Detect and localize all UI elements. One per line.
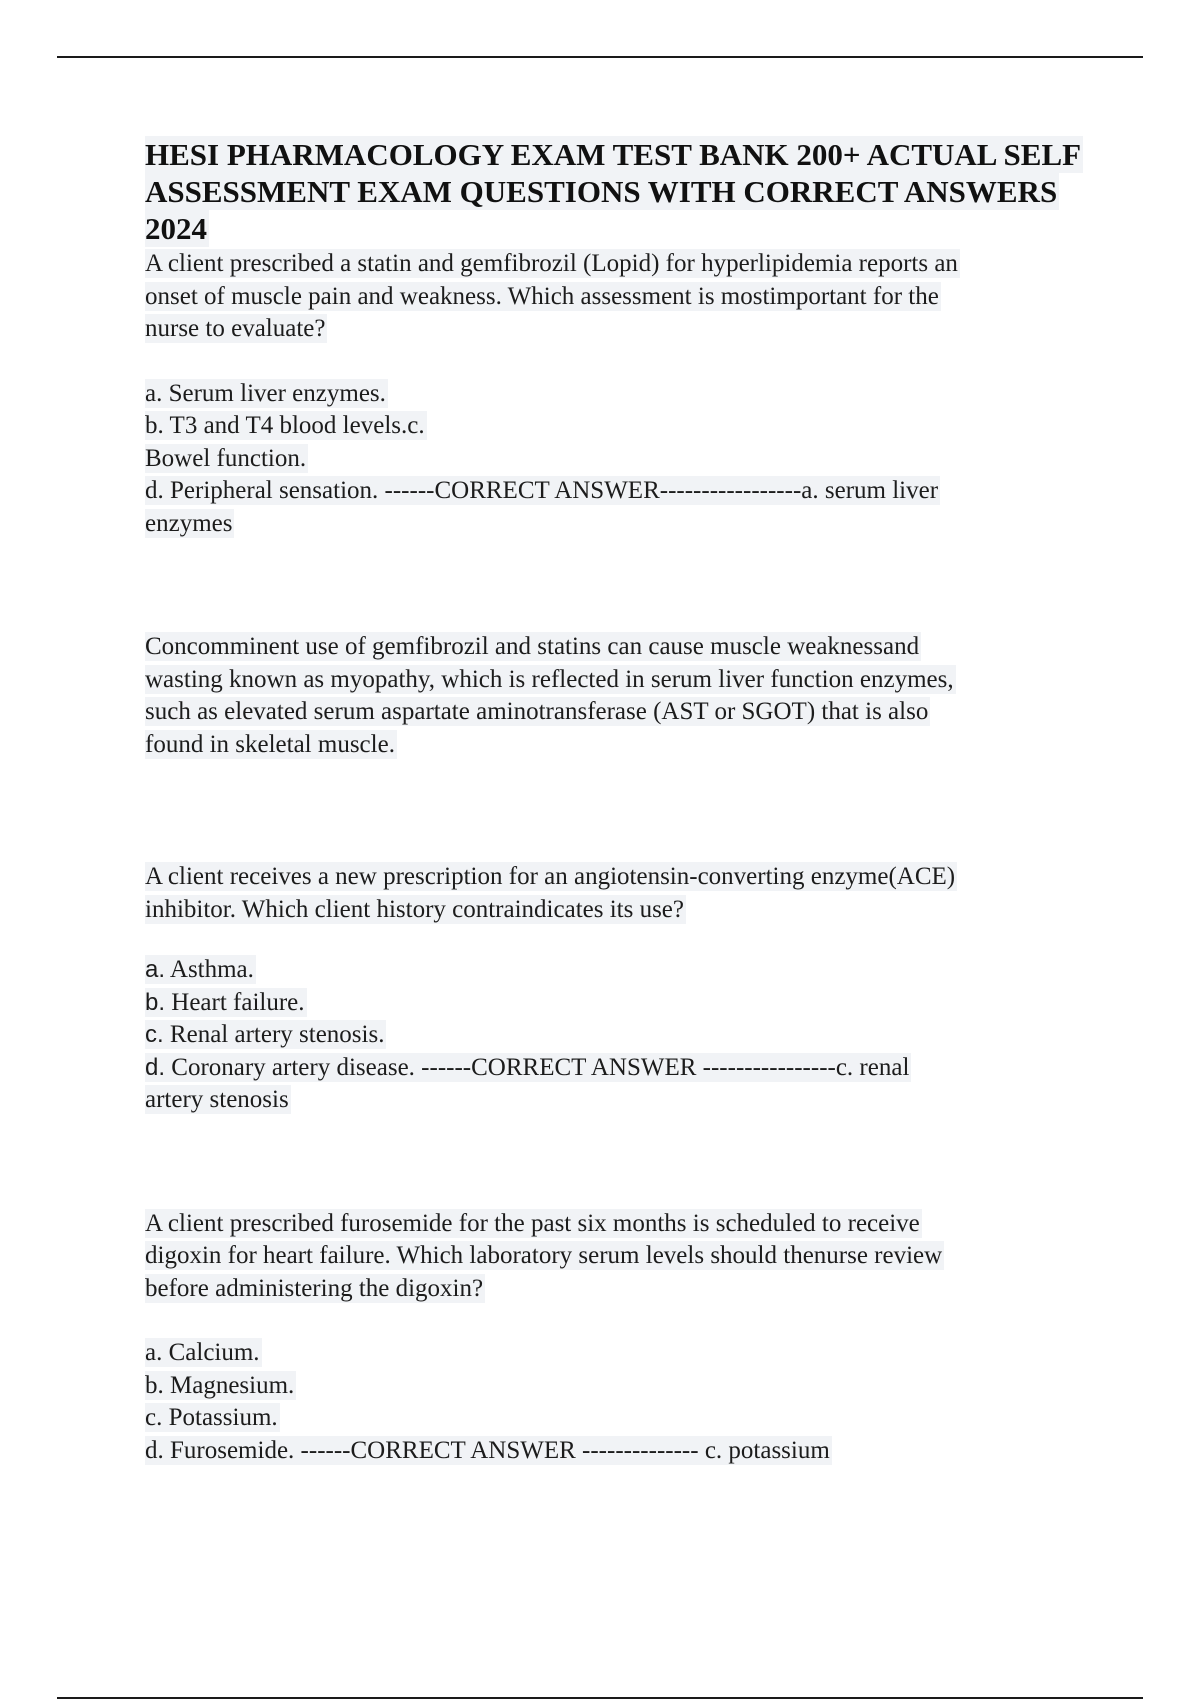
- option-d-with-answer: d. Peripheral sensation. ------CORRECT ANSWER-----------------a. serum liver: [145, 477, 939, 504]
- question-stem-line: nurse to evaluate?: [145, 315, 326, 342]
- question-1: [145, 248, 1145, 540]
- rationale-line: Concomminent use of gemfibrozil and statins can cause muscle weaknessand: [145, 633, 920, 660]
- rationale-line: found in skeletal muscle.: [145, 730, 395, 758]
- option-b: b. T3 and T4 blood levels.c.: [145, 412, 425, 439]
- option-a: a. Asthma.: [145, 956, 254, 983]
- correct-answer-continuation: artery stenosis: [145, 1086, 289, 1113]
- question-stem-line: digoxin for heart failure. Which laboratory serum levels should thenurse review: [145, 1242, 943, 1269]
- question-3: [145, 1208, 1145, 1468]
- top-rule: [57, 56, 1143, 58]
- option-letter: a.: [145, 956, 166, 983]
- option-letter: b.: [145, 988, 166, 1016]
- rationale-line: such as elevated serum aspartate aminotransferase (AST or SGOT) that is also: [145, 698, 929, 725]
- option-d-with-answer: d. Coronary artery disease. ------CORRECT ANSWER ----------------c. renal: [145, 1053, 910, 1081]
- title-line: ASSESSMENT EXAM QUESTIONS WITH CORRECT ANSWERS: [145, 174, 1058, 209]
- title-line: HESI PHARMACOLOGY EXAM TEST BANK 200+ ACTUAL SELF: [145, 137, 1082, 172]
- bottom-rule: [57, 1697, 1143, 1699]
- option-c: Bowel function.: [145, 444, 307, 472]
- option-a: a. Calcium.: [145, 1339, 260, 1366]
- option-letter: d.: [145, 1053, 166, 1081]
- option-c: c. Renal artery stenosis.: [145, 1021, 385, 1048]
- question-stem-line: inhibitor. Which client history contraindicates its use?: [145, 895, 685, 923]
- document-body: [145, 136, 1145, 1467]
- document-title: [145, 136, 1145, 247]
- question-stem-line: A client receives a new prescription for an angiotensin-converting enzyme(ACE): [145, 863, 956, 890]
- option-d-with-answer: d. Furosemide. ------CORRECT ANSWER -------------- c. potassium: [145, 1436, 830, 1464]
- option-b: b. Heart failure.: [145, 988, 305, 1016]
- option-b: b. Magnesium.: [145, 1371, 295, 1399]
- option-a: a. Serum liver enzymes.: [145, 379, 386, 407]
- question-2: [145, 861, 1145, 1117]
- option-letter: c.: [145, 1021, 164, 1048]
- question-stem-line: A client prescribed furosemide for the past six months is scheduled to receive: [145, 1209, 920, 1237]
- rationale-line: wasting known as myopathy, which is reflected in serum liver function enzymes,: [145, 665, 954, 693]
- correct-answer-continuation: enzymes: [145, 509, 233, 537]
- option-c: c. Potassium.: [145, 1404, 278, 1431]
- question-stem-line: A client prescribed a statin and gemfibrozil (Lopid) for hyperlipidemia reports an: [145, 250, 958, 277]
- title-line: 2024: [145, 211, 207, 246]
- question-stem-line: onset of muscle pain and weakness. Which assessment is mostimportant for the: [145, 282, 939, 310]
- rationale-1: [145, 631, 1145, 761]
- question-stem-line: before administering the digoxin?: [145, 1274, 484, 1302]
